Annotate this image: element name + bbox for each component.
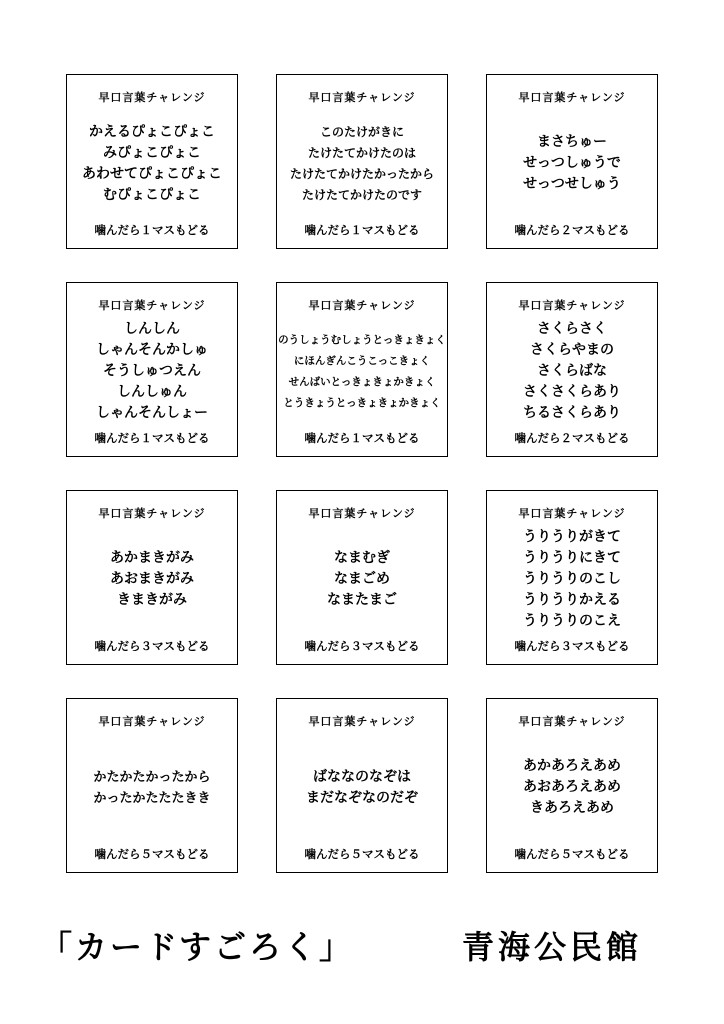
card-line: あおあろえあめ [523, 779, 621, 795]
card-line: あおまきがみ [110, 571, 194, 587]
card-line: たけたてかけたのです [301, 187, 422, 202]
card-penalty: 噛んだら１マスもどる [304, 223, 420, 237]
card-penalty: 噛んだら５マスもどる [304, 847, 420, 861]
card-header: 早口言葉チャレンジ [98, 299, 206, 312]
card-line: なまたまご [327, 592, 397, 608]
card-line: にほんぎんこうこっこきょく [293, 354, 431, 367]
card-penalty: 噛んだら２マスもどる [514, 431, 630, 445]
card-body [487, 521, 657, 638]
card-body [277, 521, 447, 638]
card-line: きあろえあめ [530, 800, 614, 816]
card-penalty: 噛んだら１マスもどる [94, 431, 210, 445]
tongue-twister-card [66, 490, 238, 665]
card-line: このたけがきに [319, 124, 404, 139]
card-line: うりうりにきて [523, 550, 621, 566]
card-line: なまむぎ [334, 550, 390, 566]
card-header: 早口言葉チャレンジ [98, 91, 206, 104]
card-penalty: 噛んだら５マスもどる [94, 847, 210, 861]
card-line: たけたてかけたかったから [289, 166, 434, 181]
card-line: しんしゅん [117, 384, 187, 400]
card-header: 早口言葉チャレンジ [308, 299, 416, 312]
card-line: むぴょこぴょこ [103, 186, 201, 203]
card-line: あわせてぴょこぴょこ [82, 165, 222, 182]
card-body [67, 313, 237, 430]
tongue-twister-card [486, 282, 658, 457]
card-header: 早口言葉チャレンジ [308, 91, 416, 104]
card-line: かえるぴょこぴょこ [89, 123, 215, 140]
card-line: かたかたかったから [93, 769, 211, 785]
card-line: さくらばな [537, 363, 607, 379]
tongue-twister-card [486, 698, 658, 873]
card-penalty: 噛んだら２マスもどる [514, 223, 630, 237]
card-line: うりうりがきて [523, 529, 621, 545]
card-penalty: 噛んだら３マスもどる [514, 639, 630, 653]
card-body [277, 313, 447, 430]
card-line: まだなぞなのだぞ [306, 789, 418, 806]
card-line: まさちゅー [537, 134, 607, 150]
page-footer [0, 918, 724, 978]
card-line: かったかたたたきき [93, 790, 211, 806]
tongue-twister-card [486, 74, 658, 249]
card-line: のうしょうむしょうとっきょきょく [278, 333, 446, 346]
organization-name: 青海公民館 [462, 928, 643, 966]
card-body [277, 105, 447, 222]
card-header: 早口言葉チャレンジ [98, 507, 206, 520]
card-body [67, 729, 237, 846]
card-body [277, 729, 447, 846]
tongue-twister-card [276, 282, 448, 457]
card-line: とうきょうとっきょきょかきょく [283, 396, 441, 409]
tongue-twister-card [486, 490, 658, 665]
card-line: あかあろえあめ [523, 758, 621, 774]
card-header: 早口言葉チャレンジ [518, 715, 626, 728]
card-line: うりうりかえる [523, 592, 621, 608]
card-line: ちるさくらあり [523, 405, 621, 421]
card-header: 早口言葉チャレンジ [518, 91, 626, 104]
card-penalty: 噛んだら１マスもどる [304, 431, 420, 445]
card-body [487, 313, 657, 430]
card-line: たけたてかけたのは [307, 145, 416, 160]
card-line: しゃんそんしょー [96, 405, 208, 421]
card-line: みぴょこぴょこ [103, 144, 201, 161]
tongue-twister-card [276, 698, 448, 873]
card-line: うりうりのこえ [523, 613, 621, 629]
card-body [67, 521, 237, 638]
card-line: そうしゅつえん [103, 363, 201, 379]
card-line: さくらやまの [530, 342, 614, 358]
tongue-twister-card [276, 490, 448, 665]
card-body [487, 729, 657, 846]
card-body [67, 105, 237, 222]
card-line: しんしん [124, 321, 180, 337]
card-header: 早口言葉チャレンジ [518, 507, 626, 520]
tongue-twister-card [66, 282, 238, 457]
card-header: 早口言葉チャレンジ [98, 715, 206, 728]
game-title: 「カードすごろく」 [40, 928, 355, 966]
card-line: うりうりのこし [523, 571, 621, 587]
card-header: 早口言葉チャレンジ [308, 507, 416, 520]
card-line: ばななのなぞは [313, 768, 411, 785]
card-penalty: 噛んだら３マスもどる [94, 639, 210, 653]
tongue-twister-card [276, 74, 448, 249]
card-line: せんばいとっきょきょかきょく [288, 375, 436, 388]
card-line: あかまきがみ [110, 550, 194, 566]
card-line: きまきがみ [117, 592, 187, 608]
card-line: なまごめ [334, 571, 390, 587]
card-body [487, 105, 657, 222]
card-line: しゃんそんかしゅ [96, 342, 208, 358]
card-line: せっつせしゅう [523, 176, 621, 192]
card-line: さくらさく [537, 321, 607, 337]
card-line: せっつしゅうで [523, 155, 621, 171]
card-penalty: 噛んだら３マスもどる [304, 639, 420, 653]
card-penalty: 噛んだら１マスもどる [94, 223, 210, 237]
card-header: 早口言葉チャレンジ [308, 715, 416, 728]
tongue-twister-card [66, 74, 238, 249]
card-header: 早口言葉チャレンジ [518, 299, 626, 312]
card-grid [66, 74, 658, 872]
tongue-twister-card [66, 698, 238, 873]
card-line: さくさくらあり [523, 384, 621, 400]
card-penalty: 噛んだら５マスもどる [514, 847, 630, 861]
